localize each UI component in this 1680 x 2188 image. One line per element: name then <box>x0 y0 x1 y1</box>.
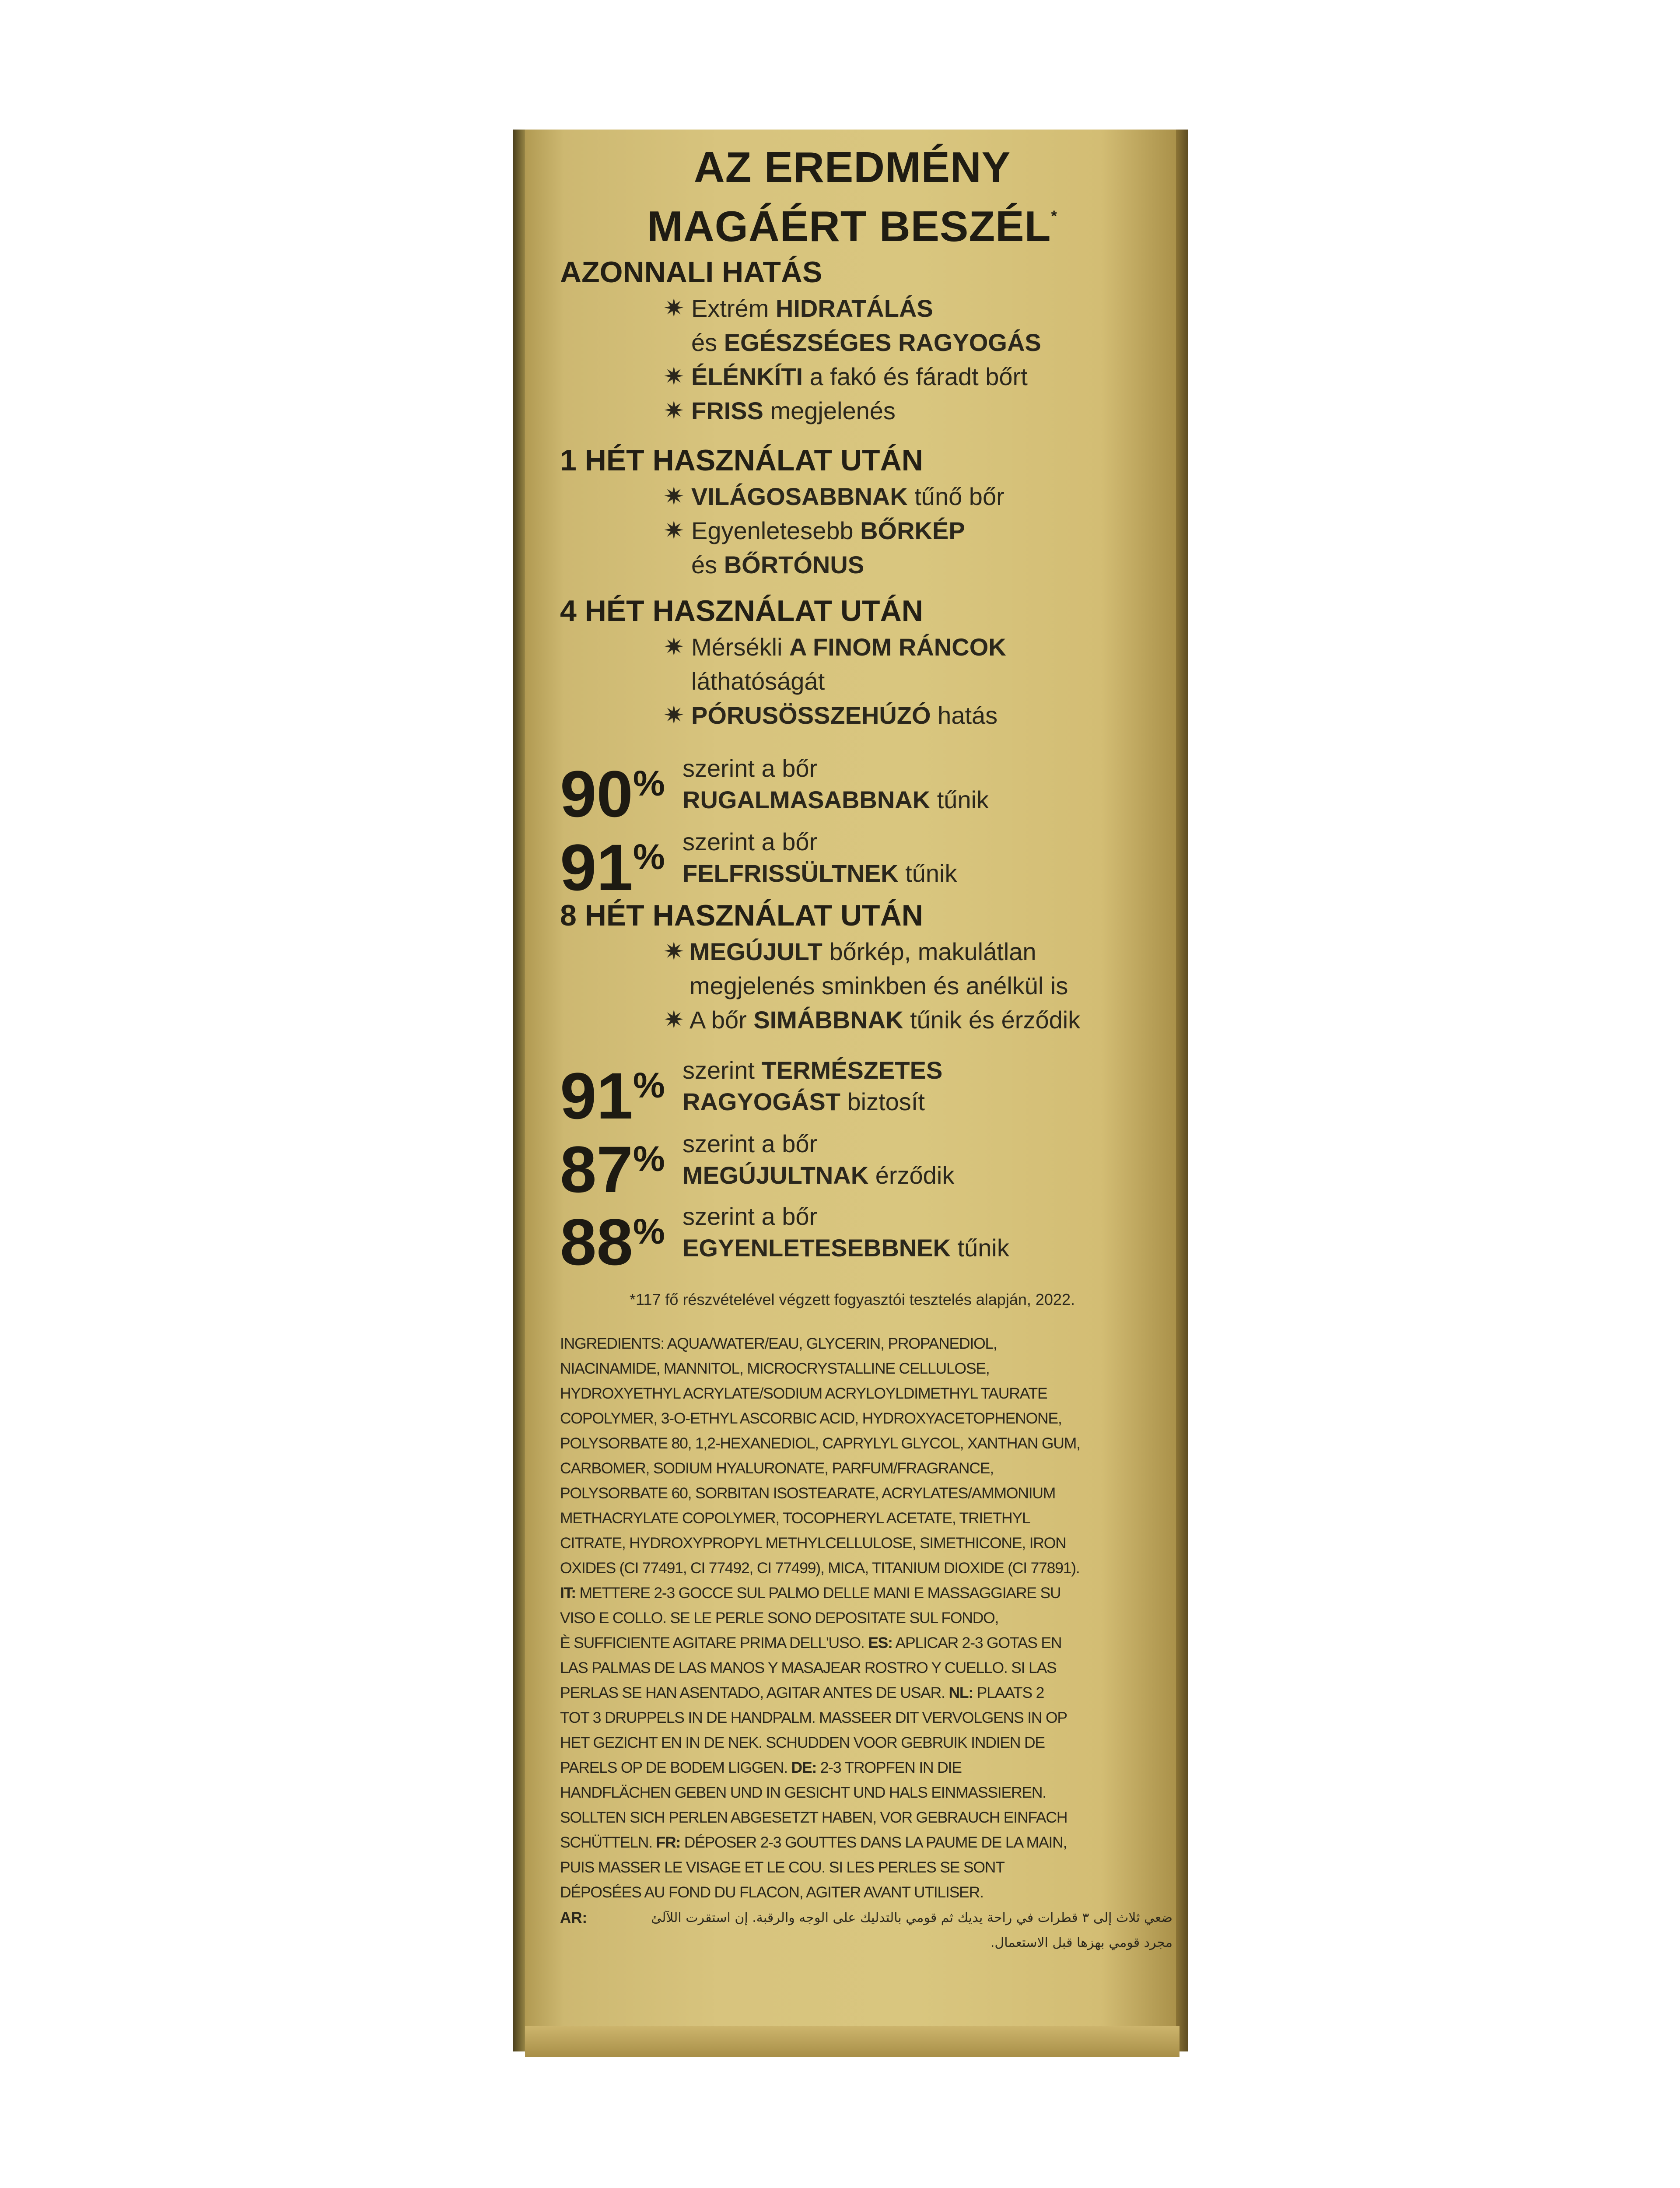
arabic-line-2: مجرد قومي بهزها قبل الاستعمال. <box>990 1935 1172 1950</box>
star-bullet-icon: ✷ <box>663 294 685 323</box>
usage-directions: IT: METTERE 2-3 GOCCE SUL PALMO DELLE MANI E MASSAGGIARE SU VISO E COLLO. SE LE PERLE SONO DEPOSITATE SUL FONDO, È SUFFICIENTE AGITARE PRIMA DELL'USO. ES: APLICAR 2-3 GOTAS EN LAS PALMAS DE LAS MANOS Y MASAJEAR ROSTRO Y CUELLO. SI LAS PERLAS SE HAN ASENTADO, AGITAR ANTES DE USAR. NL: PLAATS 2 TOT 3 DRUPPELS IN DE HANDPALM. MASSEER DIT VERVOLGENS IN OP HET GEZICHT EN IN DE NEK. SCHUDDEN VOOR GEBRUIK INDIEN DE PARELS OP DE BODEM LIGGEN. DE: 2-3 TROPFEN IN DIE HANDFLÄCHEN GEBEN UND IN GESICHT UND HALS EINMASSIEREN. SOLLTEN SICH PERLEN ABGESETZT HABEN, VOR GEBRAUCH EINFACH SCHÜTTELN. FR: DÉPOSER 2-3 GOUTTES DANS LA PAUME DE LA MAIN, PUIS MASSER LE VISAGE ET LE COU. SI LES PERLES SE SONT DÉPOSÉES AU FOND DU FLACON, AGITER AVANT UTILISER. <box>560 1584 1068 1901</box>
footnote: *117 fő részvételével végzett fogyasztói tesztelés alapján, 2022. <box>630 1290 1075 1308</box>
stat-88-percent: 88% <box>560 1205 665 1279</box>
stat-91-percent-glow: 91% <box>560 1059 665 1133</box>
star-bullet-icon: ✷ <box>663 516 685 545</box>
stat-91-percent-fresh: 91% <box>560 831 665 904</box>
star-bullet-icon: ✷ <box>663 701 685 729</box>
star-bullet-icon: ✷ <box>663 396 685 425</box>
arabic-directions <box>560 1905 1172 1955</box>
ingredients-list: INGREDIENTS: AQUA/WATER/EAU, GLYCERIN, PROPANEDIOL, NIACINAMIDE, MANNITOL, MICROCRYSTALLINE CELLULOSE, HYDROXYETHYL ACRYLATE/SODIUM ACRYLOYLDIMETHYL TAURATE COPOLYMER, 3-O-ETHYL ASCORBIC ACID, HYDROXYACETOPHENONE, POLYSORBATE 80, 1,2-HEXANEDIOL, CAPRYLYL GLYCOL, XANTHAN GUM, CARBOMER, SODIUM HYALURONATE, PARFUM/FRAGRANCE, POLYSORBATE 60, SORBITAN ISOSTEARATE, ACRYLATES/AMMONIUM METHACRYLATE COPOLYMER, TOCOPHERYL ACETATE, TRIETHYL CITRATE, HYDROXYPROPYL METHYLCELLULOSE, SIMETHICONE, IRON OXIDES (CI 77491, CI 77492, CI 77499), MICA, TITANIUM DIOXIDE (CI 77891). <box>560 1335 1080 1577</box>
headline <box>525 143 1180 251</box>
box-right-edge <box>1176 130 1188 2051</box>
section-title-week1: 1 HÉT HASZNÁLAT UTÁN <box>560 444 923 477</box>
stat-90-percent: 90% <box>560 757 665 831</box>
star-bullet-icon: ✷ <box>663 1006 685 1034</box>
stat-87-percent: 87% <box>560 1133 665 1206</box>
headline-line-1: AZ EREDMÉNY <box>693 143 1011 191</box>
arabic-label: AR: <box>560 1909 588 1926</box>
box-bottom-flap <box>525 2026 1180 2057</box>
bullets-week4: ✷ Mérsékli A FINOM RÁNCOK láthatóságát ✷ PÓRUSÖSSZEHÚZÓ hatás <box>663 630 1006 733</box>
section-title-week8: 8 HÉT HASZNÁLAT UTÁN <box>560 899 923 932</box>
stat-88-text: szerint a bőr EGYENLETESEBBNEK tűnik <box>682 1203 1009 1262</box>
bullet-hydration: ✷ Extrém HIDRATÁLÁS és EGÉSZSÉGES RAGYOGÁS ✷ ÉLÉNKÍTI a fakó és fáradt bőrt ✷ FRISS megjelenés <box>663 291 1041 428</box>
star-bullet-icon: ✷ <box>663 633 685 661</box>
footnote-mark: * <box>1051 208 1057 224</box>
stat-91-fresh-text: szerint a bőr FELFRISSÜLTNEK tűnik <box>682 828 957 887</box>
stat-91-glow-text: szerint TERMÉSZETES RAGYOGÁST biztosít <box>682 1056 943 1115</box>
headline-line-2: MAGÁÉRT BESZÉL* <box>647 202 1057 250</box>
star-bullet-icon: ✷ <box>663 937 685 966</box>
bullets-week1: ✷ VILÁGOSABBNAK tűnő bőr ✷ Egyenletesebb BŐRKÉP és BŐRTÓNUS <box>663 480 1004 582</box>
stat-87-text: szerint a bőr MEGÚJULTNAK érződik <box>682 1130 955 1189</box>
star-bullet-icon: ✷ <box>663 362 685 391</box>
arabic-line-1: ضعي ثلاث إلى ٣ قطرات في راحة يديك ثم قومي بالتدليك على الوجه والرقبة. إن استقرت اللآلئ <box>651 1910 1172 1925</box>
product-box-back-panel <box>525 130 1180 2051</box>
section-title-immediate: AZONNALI HATÁS <box>560 256 822 289</box>
stat-90-text: szerint a bőr RUGALMASABBNAK tűnik <box>682 754 989 813</box>
section-title-week4: 4 HÉT HASZNÁLAT UTÁN <box>560 594 923 628</box>
bullets-week8: ✷ MEGÚJULT bőrkép, makulátlan megjelenés sminkben és anélkül is ✷ A bőr SIMÁBBNAK tűnik és érződik <box>663 935 1080 1037</box>
star-bullet-icon: ✷ <box>663 482 685 511</box>
